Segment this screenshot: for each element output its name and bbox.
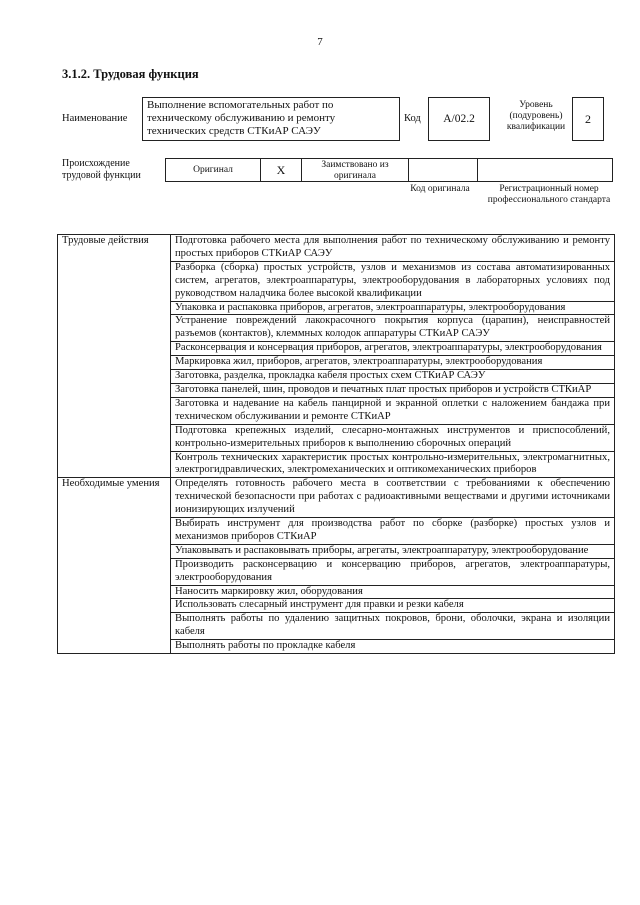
reg-number-caption: Регистрационный номер профессионального стандарта <box>487 184 611 205</box>
function-name-value: Выполнение вспомогательных работ по техническому обслуживанию и ремонту технических средств СТКиАР САЭУ <box>142 97 400 141</box>
row-text: Использовать слесарный инструмент для правки и резки кабеля <box>171 599 615 613</box>
code-value: A/02.2 <box>428 97 490 141</box>
level-label: Уровень (подуровень) квалификации <box>506 100 566 132</box>
origin-reg-number-cell <box>477 158 613 182</box>
row-text: Наносить маркировку жил, оборудования <box>171 585 615 599</box>
name-label: Наименование <box>62 113 128 124</box>
level-value: 2 <box>572 97 604 141</box>
origin-label: Происхождение трудовой функции <box>62 158 141 181</box>
origin-borrowed-cell: Заимствовано из оригинала <box>301 158 409 182</box>
orig-code-caption: Код оригинала <box>410 184 470 194</box>
row-text: Выполнять работы по прокладке кабеля <box>171 640 615 654</box>
origin-mark-cell: X <box>260 158 302 182</box>
row-text: Упаковка и распаковка приборов, агрегатов, электроаппаратуры, электрооборудования <box>171 301 615 315</box>
row-text: Заготовка, разделка, прокладка кабеля простых схем СТКиАР САЭУ <box>171 370 615 384</box>
row-text: Упаковывать и распаковывать приборы, агрегаты, электроаппаратуру, электрооборудование <box>171 544 615 558</box>
group-title: Трудовые действия <box>58 235 171 478</box>
row-text: Определять готовность рабочего места в соответствии с требованиями к обеспечению технической безопасности при работах с радиоактивными веществами и другими источниками ионизирующих излучений <box>171 478 615 518</box>
code-label: Код <box>404 113 421 124</box>
row-text: Заготовка панелей, шин, проводов и печатных плат простых приборов и устройств СТКиАР <box>171 383 615 397</box>
row-text: Производить расконсервацию и консервацию приборов, агрегатов, электроаппаратуры, электрооборудования <box>171 558 615 585</box>
row-text: Выбирать инструмент для производства работ по сборке (разборке) простых узлов и механизмов приборов СТКиАР <box>171 518 615 545</box>
origin-code-cell <box>408 158 478 182</box>
table-row <box>58 478 615 518</box>
origin-row <box>166 158 613 182</box>
row-text: Подготовка рабочего места для выполнения работ по техническому обслуживанию и ремонту простых приборов СТКиАР САЭУ <box>171 235 615 262</box>
row-text: Выполнять работы по удалению защитных покровов, брони, оболочки, экрана и изоляции кабеля <box>171 613 615 640</box>
row-text: Разборка (сборка) простых устройств, узлов и механизмов из состава автоматизированных систем, агрегатов, электроаппаратуры, электрооборудования в лабораторных условиях под руководством наладчика более высокой квалификации <box>171 261 615 301</box>
row-text: Расконсервация и консервация приборов, агрегатов, электроаппаратуры, электрооборудования <box>171 342 615 356</box>
row-text: Подготовка крепежных изделий, слесарно-монтажных инструментов и приспособлений, контрольно-измерительных приборов к выполнению сборочных операций <box>171 424 615 451</box>
page-number: 7 <box>317 36 323 48</box>
group-title: Необходимые умения <box>58 478 171 654</box>
table-row <box>58 235 615 262</box>
section-title: 3.1.2. Трудовая функция <box>62 67 199 81</box>
row-text: Контроль технических характеристик простых контрольно-измерительных, электромагнитных, электрогидравлических, электромеханических и оптикомеханических приборов <box>171 451 615 478</box>
row-text: Устранение повреждений лакокрасочного покрытия корпуса (царапин), неисправностей разъемов (контактов), клеммных колодок аппаратуры СТКиАР САЭУ <box>171 315 615 342</box>
labor-function-table <box>57 234 615 654</box>
row-text: Заготовка и надевание на кабель панцирной и экранной оплетки с наложением бандажа при техническом обслуживании и ремонте СТКиАР <box>171 397 615 424</box>
origin-original-cell: Оригинал <box>165 158 261 182</box>
row-text: Маркировка жил, приборов, агрегатов, электроаппаратуры, электрооборудования <box>171 356 615 370</box>
